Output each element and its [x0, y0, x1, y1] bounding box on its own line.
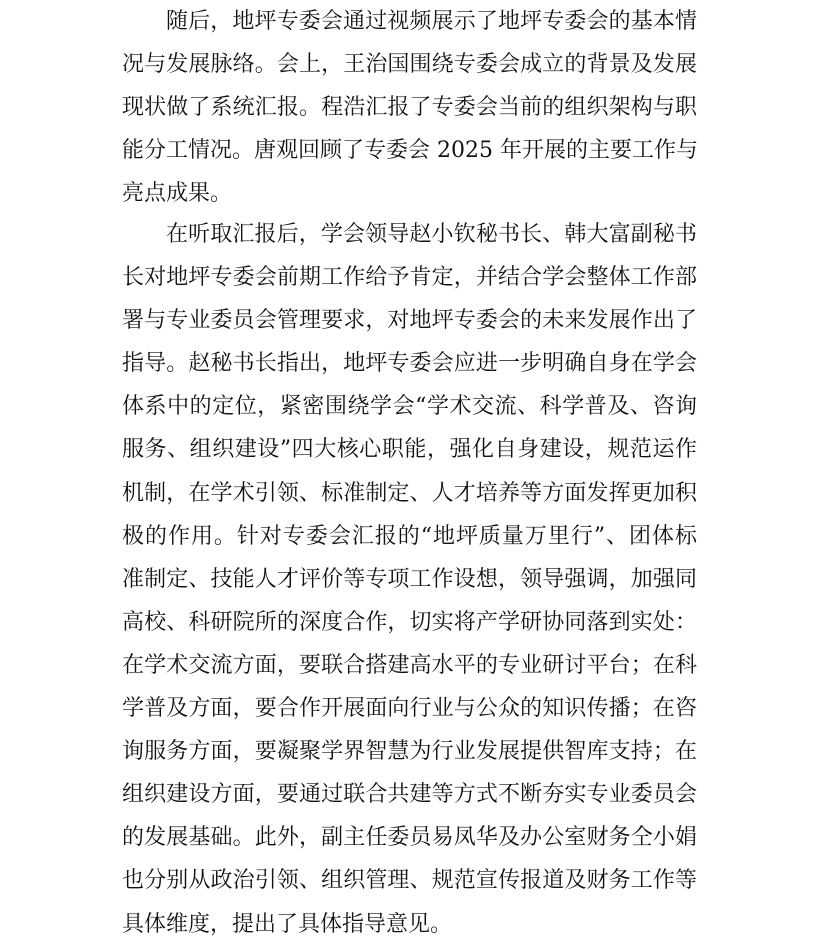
text-line: 机制，在学术引领、标准制定、人才培养等方面发挥更加积	[122, 480, 697, 506]
text-line: 高校、科研院所的深度合作，切实将产学研协同落到实处：	[122, 609, 697, 635]
text-line: 长对地坪专委会前期工作给予肯定，并结合学会整体工作部	[122, 265, 697, 291]
text-line: 署与专业委员会管理要求，对地坪专委会的未来发展作出了	[122, 308, 697, 334]
text-line: 组织建设方面，要通过联合共建等方式不断夯实专业委员会	[122, 782, 697, 808]
text-line: 在学术交流方面，要联合搭建高水平的专业研讨平台；在科	[122, 652, 697, 678]
text-line: 准制定、技能人才评价等专项工作设想，领导强调，加强同	[122, 566, 697, 592]
paragraph-1	[122, 0, 697, 215]
text-line: 服务、组织建设”四大核心职能，强化自身建设，规范运作	[122, 437, 697, 463]
paragraph-2	[122, 213, 697, 946]
text-line: 况与发展脉络。会上，王治国围绕专委会成立的背景及发展	[122, 52, 697, 78]
text-line: 学普及方面，要合作开展面向行业与公众的知识传播；在咨	[122, 696, 697, 722]
text-line: 也分别从政治引领、组织管理、规范宣传报道及财务工作等	[122, 868, 697, 894]
text-line: 指导。赵秘书长指出，地坪专委会应进一步明确自身在学会	[122, 351, 697, 377]
text-line: 具体维度，提出了具体指导意见。	[122, 911, 453, 937]
text-line: 现状做了系统汇报。程浩汇报了专委会当前的组织架构与职	[122, 95, 697, 121]
text-line: 在听取汇报后，学会领导赵小钦秘书长、韩大富副秘书	[166, 222, 697, 247]
text-line: 体系中的定位，紧密围绕学会“学术交流、科学普及、咨询	[122, 394, 697, 420]
text-line: 能分工情况。唐观回顾了专委会 2025 年开展的主要工作与	[122, 138, 698, 164]
text-line: 随后，地坪专委会通过视频展示了地坪专委会的基本情	[166, 9, 697, 34]
text-line: 的发展基础。此外，副主任委员易凤华及办公室财务仝小娟	[122, 825, 697, 851]
text-line: 询服务方面，要凝聚学界智慧为行业发展提供智库支持；在	[122, 739, 697, 765]
text-line: 极的作用。针对专委会汇报的“地坪质量万里行”、团体标	[122, 523, 697, 549]
text-line: 亮点成果。	[122, 181, 233, 207]
